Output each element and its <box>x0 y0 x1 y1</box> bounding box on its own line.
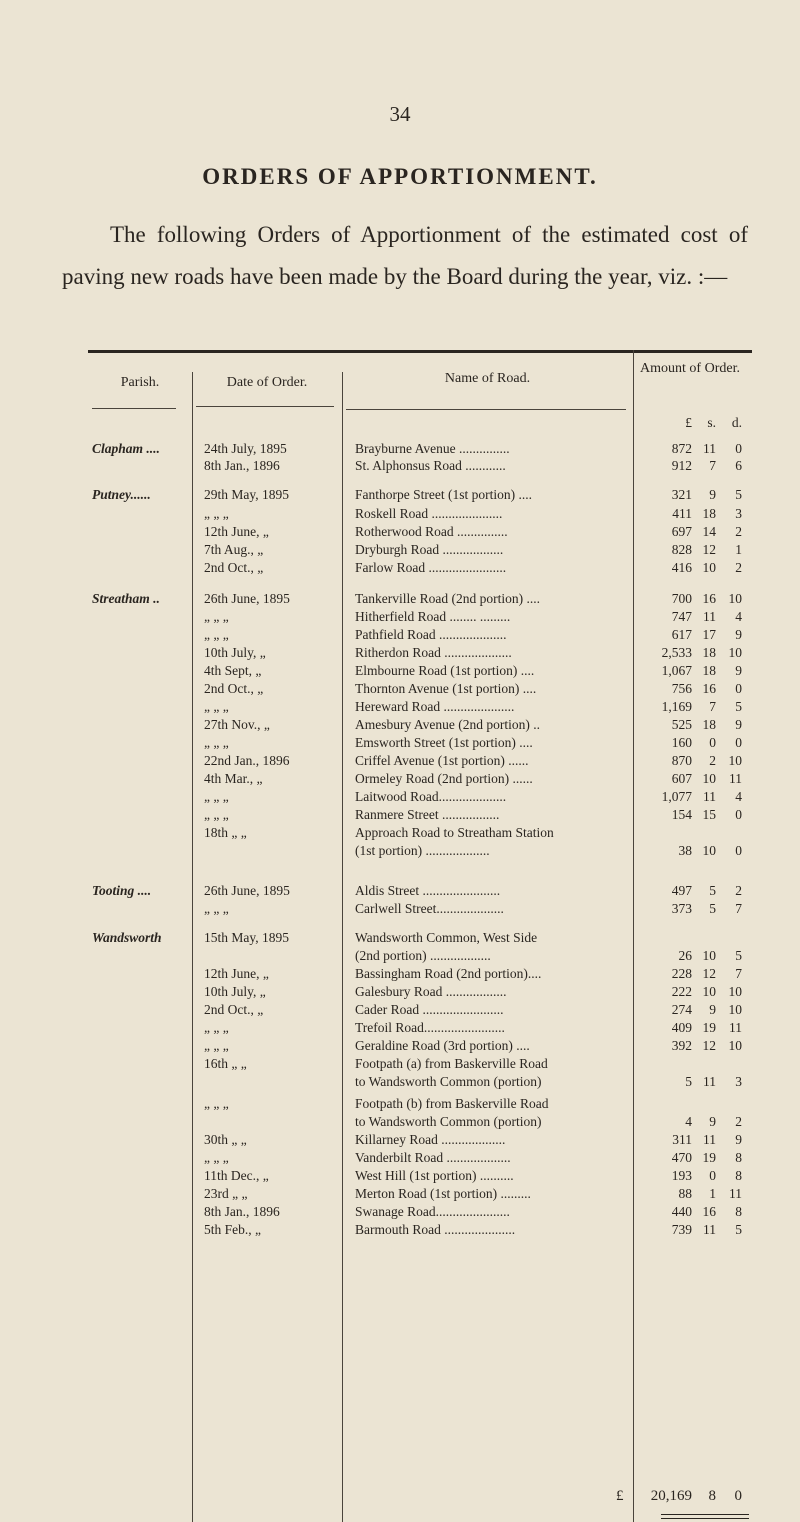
parish-cell: Tooting .... <box>92 883 152 898</box>
date-cell: 2nd Oct., „ <box>204 1002 264 1017</box>
road-name-cell: Killarney Road ................... <box>355 1132 506 1147</box>
amount-pounds-cell: 870 <box>671 753 692 768</box>
amount-shillings-cell: 10 <box>702 843 716 858</box>
amount-shillings-cell: 19 <box>702 1020 716 1035</box>
road-name-cell: Amesbury Avenue (2nd portion) .. <box>355 717 540 732</box>
amount-shillings-cell: 12 <box>702 966 716 981</box>
parish-cell: Putney...... <box>92 487 151 502</box>
amount-pence-cell: 0 <box>735 843 742 858</box>
road-name-cell: Aldis Street ....................... <box>355 883 501 898</box>
road-name-cell: Pathfield Road .................... <box>355 627 507 642</box>
parish-cell: Streatham .. <box>92 591 160 606</box>
col-divider-date <box>342 372 343 1522</box>
road-name-cell: Rotherwood Road ............... <box>355 524 508 539</box>
amount-pence-cell: 9 <box>735 1132 742 1147</box>
amount-shillings-cell: 17 <box>702 627 716 642</box>
date-cell: 18th „ „ <box>204 825 247 840</box>
amount-pence-cell: 5 <box>735 699 742 714</box>
date-cell: „ „ „ <box>204 1096 229 1111</box>
amount-pence-cell: 11 <box>729 1186 742 1201</box>
date-cell: „ „ „ <box>204 735 229 750</box>
amount-pence-cell: 4 <box>735 609 742 624</box>
amount-shillings-cell: 11 <box>703 609 716 624</box>
amount-pounds-cell: 697 <box>671 524 692 539</box>
date-cell: 26th June, 1895 <box>204 591 290 606</box>
amount-pence-cell: 6 <box>735 458 742 473</box>
road-name-cell: Swanage Road...................... <box>355 1204 510 1219</box>
amount-pounds-cell: 228 <box>671 966 692 981</box>
amount-pounds-cell: 525 <box>671 717 692 732</box>
header-rule-parish <box>92 408 176 409</box>
road-name-cell: Roskell Road ..................... <box>355 506 503 521</box>
road-name-cell: Cader Road ........................ <box>355 1002 504 1017</box>
date-cell: 2nd Oct., „ <box>204 560 264 575</box>
road-name-cell: Thornton Avenue (1st portion) .... <box>355 681 537 696</box>
amount-pence-cell: 10 <box>728 753 742 768</box>
amount-pounds-cell: 321 <box>671 487 692 502</box>
amount-pence-cell: 5 <box>735 1222 742 1237</box>
date-cell: „ „ „ <box>204 807 229 822</box>
amount-pounds-cell: 2,533 <box>661 645 692 660</box>
date-cell: 12th June, „ <box>204 524 269 539</box>
amount-shillings-cell: 11 <box>703 789 716 804</box>
amount-pence-cell: 10 <box>728 984 742 999</box>
date-cell: „ „ „ <box>204 506 229 521</box>
road-name-cell: Brayburne Avenue ............... <box>355 441 510 456</box>
amount-shillings-cell: 2 <box>709 753 716 768</box>
total-rule <box>661 1514 749 1519</box>
road-name-cell: Farlow Road ....................... <box>355 560 507 575</box>
amount-pence-cell: 11 <box>729 1020 742 1035</box>
date-cell: „ „ „ <box>204 789 229 804</box>
road-name-cell: Galesbury Road .................. <box>355 984 507 999</box>
unit-pence: d. <box>731 415 742 430</box>
road-name-cell: St. Alphonsus Road ............ <box>355 458 506 473</box>
road-name-cell: Footpath (a) from Baskerville Road <box>355 1056 548 1071</box>
amount-shillings-cell: 12 <box>702 1038 716 1053</box>
unit-pounds: £ <box>685 415 692 430</box>
amount-pounds-cell: 497 <box>671 883 692 898</box>
road-name-cell: Laitwood Road.................... <box>355 789 507 804</box>
amount-pence-cell: 1 <box>735 542 742 557</box>
amount-pounds-cell: 739 <box>671 1222 692 1237</box>
date-cell: 7th Aug., „ <box>204 542 264 557</box>
road-name-cell: to Wandsworth Common (portion) <box>355 1074 542 1089</box>
amount-pence-cell: 2 <box>735 1114 742 1129</box>
table-top-rule <box>88 350 752 353</box>
amount-shillings-cell: 18 <box>702 717 716 732</box>
amount-pounds-cell: 160 <box>671 735 692 750</box>
amount-pence-cell: 2 <box>735 524 742 539</box>
section-heading: ORDERS OF APPORTIONMENT. <box>202 164 598 189</box>
amount-pounds-cell: 416 <box>671 560 692 575</box>
amount-pounds-cell: 470 <box>671 1150 692 1165</box>
date-cell: 24th July, 1895 <box>204 441 287 456</box>
date-cell: 30th „ „ <box>204 1132 247 1147</box>
date-cell: 12th June, „ <box>204 966 269 981</box>
amount-pence-cell: 2 <box>735 560 742 575</box>
date-cell: 23rd „ „ <box>204 1186 248 1201</box>
date-cell: „ „ „ <box>204 1038 229 1053</box>
amount-shillings-cell: 18 <box>702 506 716 521</box>
date-cell: 26th June, 1895 <box>204 883 290 898</box>
amount-shillings-cell: 0 <box>709 1168 716 1183</box>
amount-shillings-cell: 5 <box>709 883 716 898</box>
amount-shillings-cell: 16 <box>702 681 716 696</box>
amount-pounds-cell: 700 <box>671 591 692 606</box>
road-name-cell: Dryburgh Road .................. <box>355 542 504 557</box>
amount-pounds-cell: 38 <box>678 843 692 858</box>
amount-pence-cell: 0 <box>735 807 742 822</box>
amount-pounds-cell: 1,067 <box>661 663 692 678</box>
amount-pence-cell: 5 <box>735 948 742 963</box>
amount-pounds-cell: 5 <box>685 1074 692 1089</box>
date-cell: 10th July, „ <box>204 645 266 660</box>
amount-shillings-cell: 11 <box>703 1222 716 1237</box>
amount-pence-cell: 3 <box>735 1074 742 1089</box>
date-cell: 2nd Oct., „ <box>204 681 264 696</box>
road-name-cell: Vanderbilt Road ................... <box>355 1150 511 1165</box>
amount-shillings-cell: 0 <box>709 735 716 750</box>
road-name-cell: Elmbourne Road (1st portion) .... <box>355 663 535 678</box>
amount-pounds-cell: 411 <box>672 506 692 521</box>
date-cell: „ „ „ <box>204 699 229 714</box>
date-cell: 15th May, 1895 <box>204 930 289 945</box>
road-name-cell: Ormeley Road (2nd portion) ...... <box>355 771 533 786</box>
road-name-cell: Tankerville Road (2nd portion) .... <box>355 591 541 606</box>
amount-pence-cell: 8 <box>735 1150 742 1165</box>
road-name-cell: Carlwell Street.................... <box>355 901 504 916</box>
amount-pounds-cell: 1,077 <box>661 789 692 804</box>
amount-shillings-cell: 14 <box>702 524 716 539</box>
parish-cell: Wandsworth <box>92 930 162 945</box>
amount-shillings-cell: 11 <box>703 1074 716 1089</box>
road-name-cell: Merton Road (1st portion) ......... <box>355 1186 531 1201</box>
amount-pounds-cell: 607 <box>671 771 692 786</box>
road-name-cell: (2nd portion) .................. <box>355 948 491 963</box>
amount-pence-cell: 8 <box>735 1204 742 1219</box>
amount-shillings-cell: 12 <box>702 542 716 557</box>
amount-pounds-cell: 222 <box>671 984 692 999</box>
amount-pounds-cell: 747 <box>671 609 692 624</box>
amount-pounds-cell: 912 <box>671 458 692 473</box>
road-name-cell: to Wandsworth Common (portion) <box>355 1114 542 1129</box>
parish-cell: Clapham .... <box>92 441 160 456</box>
amount-pence-cell: 0 <box>735 441 742 456</box>
amount-pence-cell: 0 <box>735 735 742 750</box>
amount-shillings-cell: 1 <box>709 1186 716 1201</box>
amount-pounds-cell: 756 <box>671 681 692 696</box>
amount-shillings-cell: 10 <box>702 771 716 786</box>
amount-pence-cell: 7 <box>735 901 742 916</box>
amount-pounds-cell: 617 <box>671 627 692 642</box>
date-cell: 29th May, 1895 <box>204 487 289 502</box>
amount-pounds-cell: 26 <box>678 948 692 963</box>
amount-pounds-cell: 311 <box>672 1132 692 1147</box>
road-name-cell: Barmouth Road ..................... <box>355 1222 516 1237</box>
amount-shillings-cell: 9 <box>709 1114 716 1129</box>
amount-pence-cell: 7 <box>735 966 742 981</box>
amount-pence-cell: 9 <box>735 627 742 642</box>
date-cell: „ „ „ <box>204 1020 229 1035</box>
amount-pounds-cell: 872 <box>671 441 692 456</box>
amount-shillings-cell: 18 <box>702 663 716 678</box>
amount-pounds-cell: 440 <box>671 1204 692 1219</box>
date-cell: „ „ „ <box>204 609 229 624</box>
road-name-cell: Ranmere Street ................. <box>355 807 500 822</box>
road-name-cell: Hereward Road ..................... <box>355 699 515 714</box>
header-date: Date of Order. <box>226 375 308 390</box>
amount-shillings-cell: 10 <box>702 948 716 963</box>
amount-shillings-cell: 7 <box>709 458 716 473</box>
amount-pounds-cell: 4 <box>685 1114 692 1129</box>
amount-shillings-cell: 11 <box>703 1132 716 1147</box>
amount-pence-cell: 10 <box>728 591 742 606</box>
date-cell: 5th Feb., „ <box>204 1222 261 1237</box>
header-amount: Amount of Order. <box>640 361 740 376</box>
amount-pence-cell: 9 <box>735 663 742 678</box>
header-rule-road <box>346 409 626 410</box>
amount-shillings-cell: 11 <box>703 441 716 456</box>
road-name-cell: Emsworth Street (1st portion) .... <box>355 735 533 750</box>
date-cell: „ „ „ <box>204 1150 229 1165</box>
date-cell: 22nd Jan., 1896 <box>204 753 290 768</box>
road-name-cell: West Hill (1st portion) .......... <box>355 1168 514 1183</box>
date-cell: 16th „ „ <box>204 1056 247 1071</box>
amount-shillings-cell: 10 <box>702 560 716 575</box>
amount-pence-cell: 10 <box>728 1002 742 1017</box>
road-name-cell: Bassingham Road (2nd portion).... <box>355 966 542 981</box>
header-road: Name of Road. <box>444 371 531 386</box>
intro-paragraph: The following Orders of Apportionment of the estimated cost of paving new roads have been made by the Board during the year, viz. :— <box>62 222 748 289</box>
road-name-cell: Wandsworth Common, West Side <box>355 930 538 945</box>
amount-pounds-cell: 373 <box>671 901 692 916</box>
date-cell: 8th Jan., 1896 <box>204 458 280 473</box>
total-pence: 0 <box>734 1488 742 1504</box>
header-rule-date <box>196 406 334 407</box>
amount-shillings-cell: 9 <box>709 1002 716 1017</box>
amount-pence-cell: 10 <box>728 1038 742 1053</box>
date-cell: 8th Jan., 1896 <box>204 1204 280 1219</box>
amount-shillings-cell: 7 <box>709 699 716 714</box>
amount-pounds-cell: 409 <box>671 1020 692 1035</box>
amount-shillings-cell: 16 <box>702 591 716 606</box>
date-cell: 4th Sept, „ <box>204 663 262 678</box>
amount-shillings-cell: 9 <box>709 487 716 502</box>
amount-pence-cell: 10 <box>728 645 742 660</box>
road-name-cell: (1st portion) ................... <box>355 843 490 858</box>
amount-pence-cell: 3 <box>735 506 742 521</box>
amount-pounds-cell: 1,169 <box>661 699 692 714</box>
date-cell: „ „ „ <box>204 627 229 642</box>
road-name-cell: Criffel Avenue (1st portion) ...... <box>355 753 529 768</box>
date-cell: „ „ „ <box>204 901 229 916</box>
apportionment-table <box>88 354 752 1504</box>
amount-pounds-cell: 274 <box>671 1002 692 1017</box>
amount-pence-cell: 0 <box>735 681 742 696</box>
total-currency: £ <box>616 1488 624 1504</box>
date-cell: 4th Mar., „ <box>204 771 263 786</box>
amount-pence-cell: 9 <box>735 717 742 732</box>
header-parish: Parish. <box>120 375 160 390</box>
total-pounds: 20,169 <box>650 1488 692 1504</box>
total-shillings: 8 <box>708 1488 716 1504</box>
amount-pence-cell: 8 <box>735 1168 742 1183</box>
col-divider-parish <box>192 372 193 1522</box>
amount-pounds-cell: 392 <box>671 1038 692 1053</box>
date-cell: 27th Nov., „ <box>204 717 270 732</box>
road-name-cell: Geraldine Road (3rd portion) .... <box>355 1038 530 1053</box>
amount-pounds-cell: 154 <box>671 807 692 822</box>
amount-shillings-cell: 18 <box>702 645 716 660</box>
road-name-cell: Approach Road to Streatham Station <box>355 825 554 840</box>
unit-shillings: s. <box>707 415 716 430</box>
road-name-cell: Hitherfield Road ........ ......... <box>355 609 511 624</box>
amount-pence-cell: 5 <box>735 487 742 502</box>
road-name-cell: Ritherdon Road .................... <box>355 645 512 660</box>
page-number: 34 <box>389 102 411 126</box>
road-name-cell: Footpath (b) from Baskerville Road <box>355 1096 549 1111</box>
road-name-cell: Fanthorpe Street (1st portion) .... <box>355 487 532 502</box>
amount-shillings-cell: 5 <box>709 901 716 916</box>
amount-pounds-cell: 193 <box>671 1168 692 1183</box>
amount-pence-cell: 11 <box>729 771 742 786</box>
amount-shillings-cell: 19 <box>702 1150 716 1165</box>
amount-pounds-cell: 828 <box>671 542 692 557</box>
date-cell: 11th Dec., „ <box>204 1168 269 1183</box>
amount-pence-cell: 2 <box>735 883 742 898</box>
amount-shillings-cell: 15 <box>702 807 716 822</box>
road-name-cell: Trefoil Road........................ <box>355 1020 505 1035</box>
amount-pence-cell: 4 <box>735 789 742 804</box>
date-cell: 10th July, „ <box>204 984 266 999</box>
amount-pounds-cell: 88 <box>678 1186 692 1201</box>
amount-shillings-cell: 16 <box>702 1204 716 1219</box>
amount-shillings-cell: 10 <box>702 984 716 999</box>
